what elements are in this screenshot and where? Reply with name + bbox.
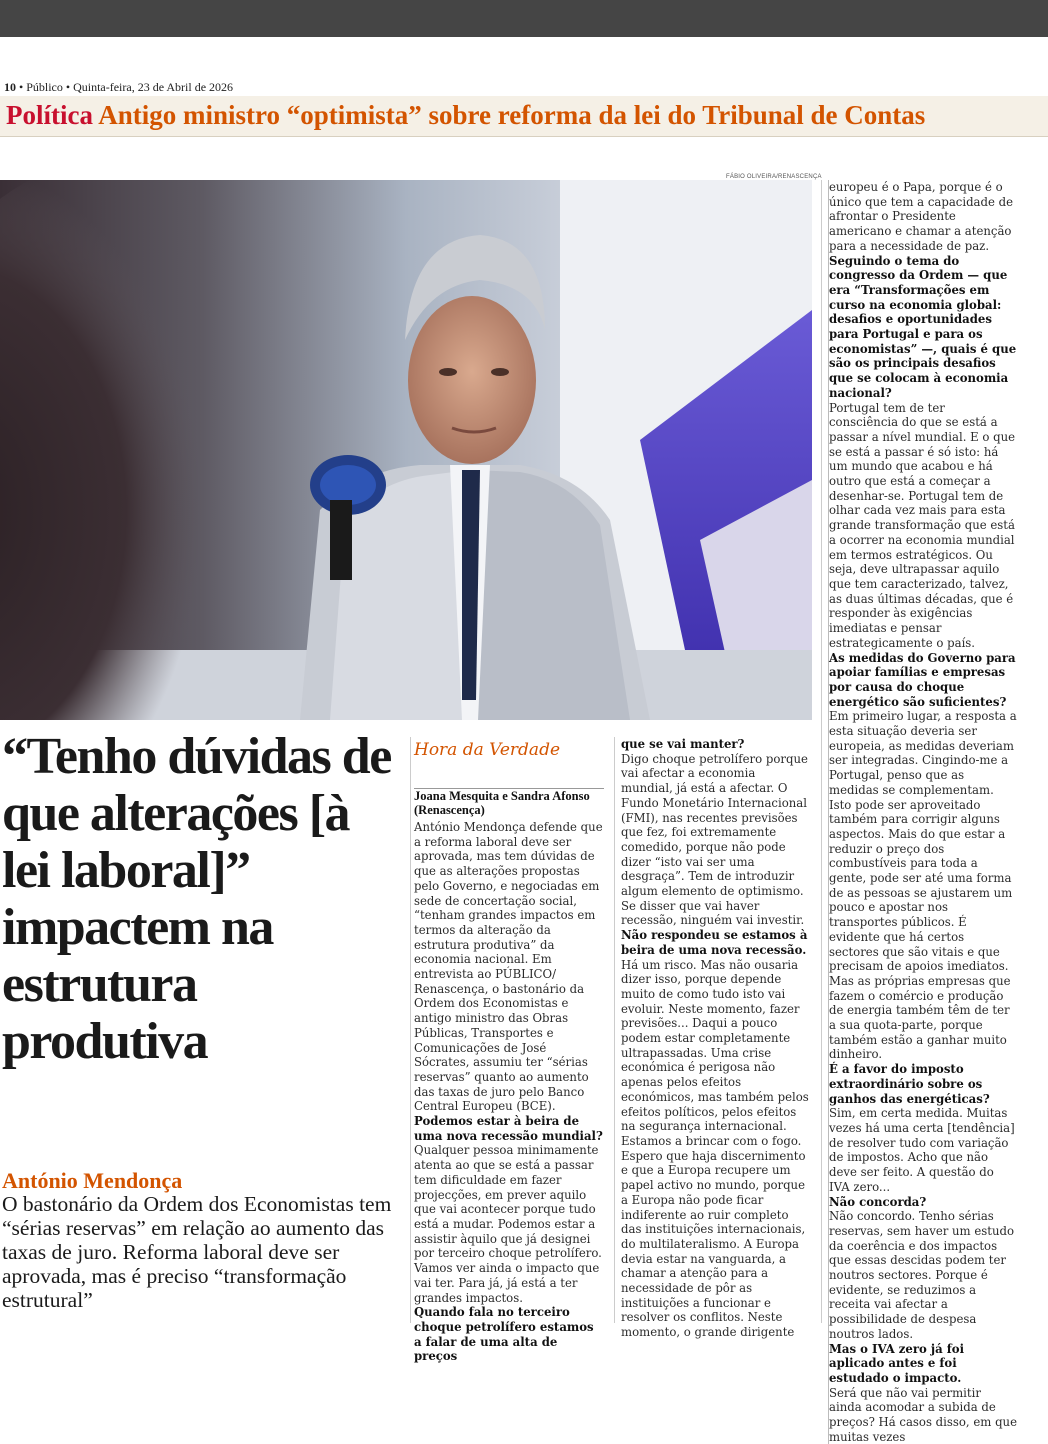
- body-paragraph: europeu é o Papa, porque é o único que tem a capacidade de afrontar o Presidente americano e chamar a atenção para a necessidade de paz.: [829, 180, 1014, 253]
- interview-question: Quando fala no terceiro choque petrolífero estamos a falar de uma alta de preços: [414, 1305, 594, 1364]
- section-headline: Antigo ministro “optimista” sobre reforma da lei do Tribunal de Contas: [98, 100, 926, 130]
- body-paragraph: Qualquer pessoa minimamente atenta ao que se está a passar tem dificuldade em fazer projecções, em prever aquilo que vai acontecer porque tudo está a mudar. Podemos estar a assistir àquilo que já designei por terceiro choque petrolífero. Vamos ver ainda o impacto que vai ter. Para já, já está a ter grandes impactos.: [414, 1143, 602, 1305]
- page-folio: [4, 80, 233, 95]
- interview-question: Mas o IVA zero já foi aplicado antes e foi estudado o impacto.: [829, 1341, 965, 1385]
- page-number: 10: [4, 80, 16, 94]
- article-dek: O bastonário da Ordem dos Economistas tem “sérias reservas” em relação ao aumento das taxas de juro. Reforma laboral deve ser aprovada, mas é preciso “transformação estrutural”: [2, 1192, 392, 1312]
- photo-illustration: [0, 180, 812, 720]
- interview-question: Não concorda?: [829, 1194, 927, 1209]
- body-paragraph: Digo choque petrolífero porque vai afectar a economia mundial, já está a afectar. O Fundo Monetário Internacional (FMI), nas recentes previsões que fez, foi extremamente comedido, porque não pode dizer “isto vai ser uma desgraça”. Tem de introduzir algum elemento de optimismo. Se disser que vai haver recessão, ninguém vai investir.: [621, 751, 808, 928]
- body-paragraph: Em primeiro lugar, a resposta a esta situação deveria ser europeia, as medidas deveriam ser integradas. Cingindo-me a Portugal, penso que as medidas se complementam. Isto pode ser aproveitado também para corrigir alguns aspectos. Mais do que estar a reduzir o preço dos combustíveis para toda a gente, pode ser até uma forma de as pessoas se ajustarem um pouco e apostar nos transportes públicos. É evidente que há certos sectores que são vitais e que precisam de apoios imediatos. Mas as próprias empresas que fazem o comércio e produção de energia também têm de ter a sua quota-parte, porque também estão a ganhar muito dinheiro.: [829, 709, 1017, 1062]
- app-top-bar: [0, 0, 1048, 37]
- body-paragraph: António Mendonça defende que a reforma laboral deve ser aprovada, mas tem dúvidas de que as alterações propostas pelo Governo, e negociadas em sede de concertação social, “tenham grandes impactos em termos da alteração da estrutura produtiva” da economia nacional. Em entrevista ao PÚBLICO/ Renascença, o bastonário da Ordem dos Economistas e antigo ministro das Obras Públicas, Transportes e Comunicações de José Sócrates, assumiu ter “sérias reservas” quanto ao aumento das taxas de juro pelo Banco Central Europeu (BCE).: [414, 820, 603, 1114]
- interview-question: Não respondeu se estamos à beira de uma nova recessão.: [621, 928, 808, 957]
- interview-question: É a favor do imposto extraordinário sobre os ganhos das energéticas?: [829, 1062, 990, 1106]
- section-header: [0, 96, 1048, 137]
- section-title-line: [6, 100, 925, 131]
- column-rule: [410, 737, 411, 1323]
- interview-question: que se vai manter?: [621, 737, 745, 751]
- column-rule: [821, 180, 822, 1323]
- interview-question: Seguindo o tema do congresso da Ordem — que era “Transformações em curso na economia global: desafios e oportunidades para Portugal e para os economistas” —, quais é que são os principais desafios que se colocam à economia nacional?: [829, 253, 1017, 400]
- body-paragraph: Será que não vai permitir ainda acomodar a subida de preços? Há casos disso, em que muitas vezes: [829, 1385, 1018, 1444]
- section-name: Política: [6, 100, 93, 130]
- article-headline: “Tenho dúvidas de que alterações [à lei laboral]” impactem na estrutura produtiva: [2, 728, 391, 1070]
- photo-credit: FÁBIO OLIVEIRA/RENASCENÇA: [726, 174, 822, 180]
- interview-question: As medidas do Governo para apoiar famílias e empresas por causa do choque energético são suficientes?: [829, 650, 1016, 709]
- interview-question: Podemos estar à beira de uma nova recessão mundial?: [414, 1114, 603, 1143]
- text-column-3: [621, 737, 809, 1340]
- text-column-4: [828, 180, 1017, 1444]
- article-byline: Joana Mesquita e Sandra Afonso (Renascença): [414, 788, 604, 817]
- body-paragraph: Portugal tem de ter consciência do que se está a passar a nível mundial. E o que se está a passar é só isto: há um mundo que acabou e há outro que está a começar a desenhar-se. Portugal tem de olhar cada vez mais para esta grande transformação que está a ocorrer na economia mundial em termos estratégicos. Ou seja, deve ultrapassar aquilo que tem caracterizado, talvez, as duas últimas décadas, que é responder às exigências imediatas e pensar estrategicamente o país.: [829, 400, 1016, 650]
- body-paragraph: Há um risco. Mas não ousaria dizer isso, porque depende muito de como tudo isto vai evoluir. Neste momento, fazer previsões... Daqui a pouco podem estar completamente ultrapassadas. Uma crise económica é perigosa não apenas pelos efeitos económicos, mas também pelos efeitos políticos, pelos efeitos na segurança internacional. Estamos a brincar com o fogo. Espero que haja discernimento e que a Europa recupere um papel activo no mundo, porque a Europa não pode ficar indiferente ao ruir completo das instituições internacionais, do multilateralismo. A Europa devia estar na vanguarda, a chamar a atenção para a necessidade de pôr as instituições a funcionar e resolver os conflitos. Neste momento, o grande dirigente: [621, 957, 809, 1340]
- body-paragraph: Não concordo. Tenho sérias reservas, sem haver um estudo da coerência e dos impactos que essas descidas podem ter noutros sectores. Porque é evidente, se reduzimos a receita vai afectar a possibilidade de despesa noutros lados.: [829, 1209, 1015, 1341]
- text-column-2: [414, 820, 604, 1364]
- body-paragraph: Sim, em certa medida. Muitas vezes há uma certa [tendência] de resolver tudo com variação de impostos. Acho que não deve ser feito. A questão do IVA zero...: [829, 1106, 1015, 1194]
- column-rule: [614, 737, 615, 1323]
- article-photo: [0, 180, 812, 720]
- rubric-kicker: Hora da Verdade: [414, 740, 561, 760]
- folio-text: • Público • Quinta-feira, 23 de Abril de 2026: [16, 80, 234, 94]
- interviewee-name: António Mendonça: [2, 1168, 183, 1193]
